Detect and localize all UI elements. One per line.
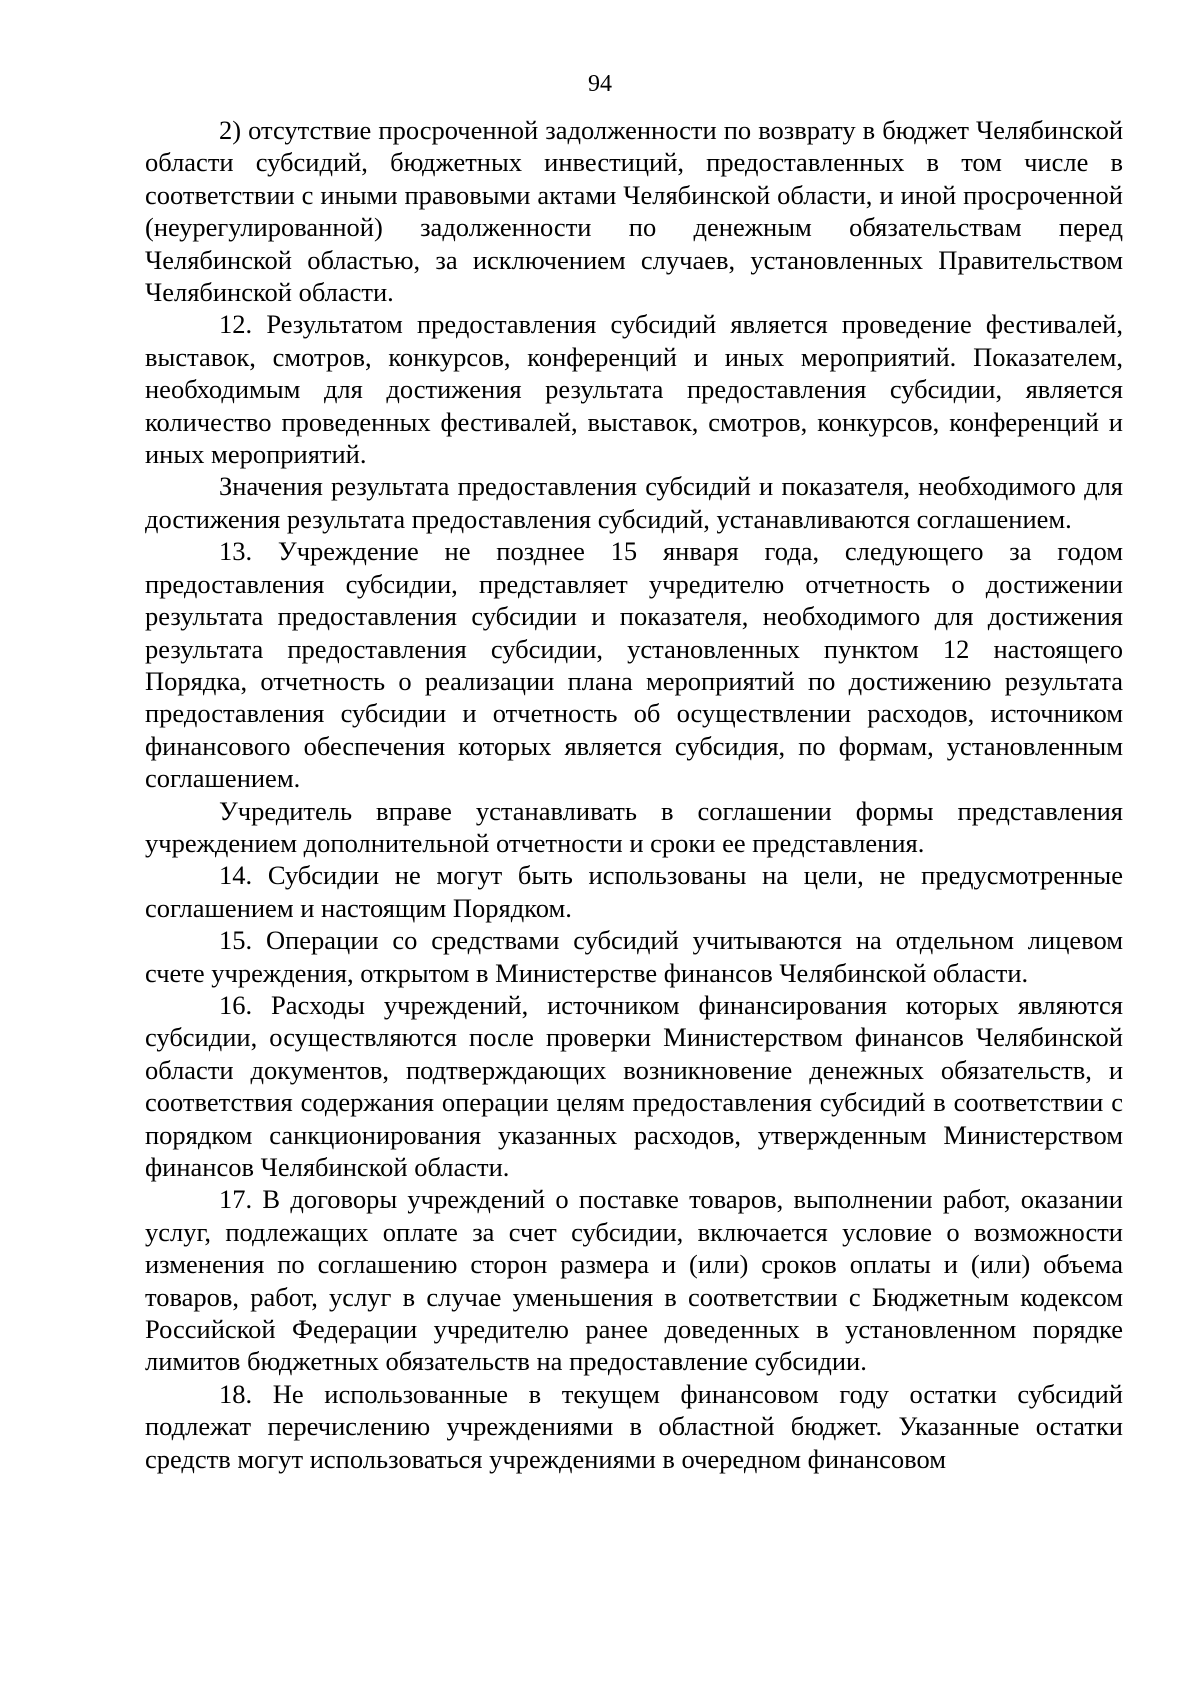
paragraph-18-balances: 18. Не использованные в текущем финансовом году остатки субсидий подлежат перечислению учреждениями в областной бюджет. Указанные остатки средств могут использоваться учреждениями в очередном финансовом <box>145 1378 1123 1474</box>
document-body <box>145 114 1123 1475</box>
paragraph-13-reporting: 13. Учреждение не позднее 15 января года, следующего за годом предоставления субсидии, представляет учредителю отчетность о достижении результата предоставления субсидии и показателя, необходимого для достижения результата предоставления субсидии, установленных пунктом 12 настоящего Порядка, отчетность о реализации плана мероприятий по достижению результата предоставления субсидии и отчетность об осуществлении расходов, источником финансового обеспечения которых является субсидия, по формам, установленным соглашением. <box>145 536 1123 794</box>
paragraph-12-result: 12. Результатом предоставления субсидий является проведение фестивалей, выставок, смотров, конкурсов, конференций и иных мероприятий. Показателем, необходимым для достижения результата предоставления субсидии, является количество проведенных фестивалей, выставок, смотров, конкурсов, конференций и иных мероприятий. <box>145 309 1123 470</box>
paragraph-16-expenses: 16. Расходы учреждений, источником финансирования которых являются субсидии, осуществляются после проверки Министерством финансов Челябинской области документов, подтверждающих возникновение денежных обязательств, и соответствия содержания операции целям предоставления субсидий в соответствии с порядком санкционирования указанных расходов, утвержденным Министерством финансов Челябинской области. <box>145 989 1123 1182</box>
paragraph-additional-reporting: Учредитель вправе устанавливать в соглашении формы представления учреждением дополнительной отчетности и сроки ее представления. <box>145 795 1123 858</box>
paragraph-result-values: Значения результата предоставления субсидий и показателя, необходимого для достижения результата предоставления субсидий, устанавливаются соглашением. <box>145 471 1123 534</box>
paragraph-14-usage: 14. Субсидии не могут быть использованы на цели, не предусмотренные соглашением и настоящим Порядком. <box>145 860 1123 923</box>
page-number: 94 <box>588 71 612 97</box>
paragraph-item-2-conditions: 2) отсутствие просроченной задолженности по возврату в бюджет Челябинской области субсидий, бюджетных инвестиций, предоставленных в том числе в соответствии с иными правовыми актами Челябинской области, и иной просроченной (неурегулированной) задолженности по денежным обязательствам перед Челябинской областью, за исключением случаев, установленных Правительством Челябинской области. <box>145 115 1123 308</box>
paragraph-15-operations: 15. Операции со средствами субсидий учитываются на отдельном лицевом счете учреждения, открытом в Министерстве финансов Челябинской области. <box>145 925 1123 988</box>
paragraph-17-contracts: 17. В договоры учреждений о поставке товаров, выполнении работ, оказании услуг, подлежащих оплате за счет субсидии, включается условие о возможности изменения по соглашению сторон размера и (или) сроков оплаты и (или) объема товаров, работ, услуг в случае уменьшения в соответствии с Бюджетным кодексом Российской Федерации учредителю ранее доведенных в установленном порядке лимитов бюджетных обязательств на предоставление субсидии. <box>145 1184 1123 1377</box>
